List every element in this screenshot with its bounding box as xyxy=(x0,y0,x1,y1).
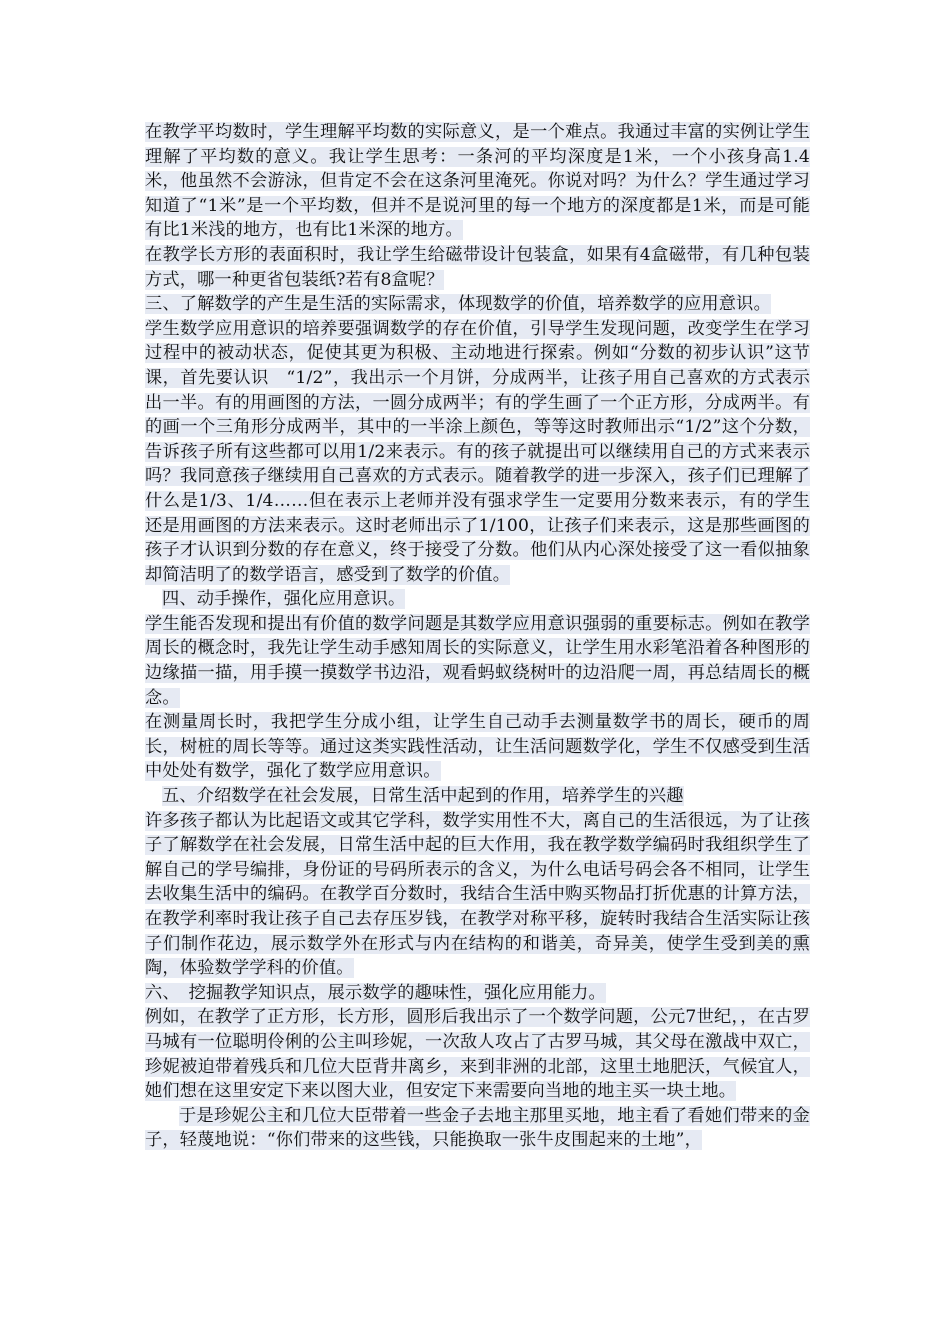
paragraph-text: 在教学平均数时，学生理解平均数的实际意义，是一个难点。我通过丰富的实例让学生理解了平均数的意义。我让学生思考：一条河的平均深度是1米，一个小孩身高1.4米，他虽然不会游泳，但肯定不会在这条河里淹死。你说对吗？为什么？学生通过学习知道了“1米”是一个平均数，但并不是说河里的每一个地方的深度都是1米，而是可能有比1米浅的地方，也有比1米深的地方。 xyxy=(145,122,810,241)
paragraph-text: 学生数学应用意识的培养要强调数学的存在价值，引导学生发现问题，改变学生在学习过程中的被动状态，促使其更为积极、主动地进行探索。例如“分数的初步认识”这节课，首先要认识 “1/2”，我出示一个月饼，分成两半，让孩子用自己喜欢的方式表示出一半。有的用画图的方法，一圆分成两半；有的学生画了一个正方形，分成两半。有的画一个三角形分成两半，其中的一半涂上颜色，等等这时教师出示“1/2”这个分数，告诉孩子所有这些都可以用1/2来表示。有的孩子就提出可以继续用自己的方式来表示吗？我同意孩子继续用自己喜欢的方式表示。随着教学的进一步深入，孩子们已理解了什么是1/3、1/4……但在表示上老师并没有强求学生一定要用分数来表示，有的学生还是用画图的方法来表示。这时老师出示了1/100，让孩子们来表示，这是那些画图的孩子才认识到分数的存在意义，终于接受了分数。他们从内心深处接受了这一看似抽象却简洁明了的数学语言，感受到了数学的价值。 xyxy=(145,318,810,585)
section-heading-3 xyxy=(145,292,810,317)
paragraph-text: 于是珍妮公主和几位大臣带着一些金子去地主那里买地，地主看了看她们带来的金子，轻蔑地说：“你们带来的这些钱，只能换取一张牛皮围起来的土地”， xyxy=(145,1105,810,1151)
paragraph-tape-box xyxy=(145,243,810,292)
paragraph-perimeter-concept xyxy=(145,612,810,710)
paragraph-average-depth xyxy=(145,120,810,243)
heading-text: 四、动手操作，强化应用意识。 xyxy=(162,589,406,610)
document-body xyxy=(145,120,810,1153)
heading-text: 五、介绍数学在社会发展，日常生活中起到的作用，培养学生的兴趣 xyxy=(162,786,684,807)
paragraph-text: 在教学长方形的表面积时，我让学生给磁带设计包装盒，如果有4盒磁带，有几种包装方式，哪一种更省包装纸?若有8盒呢？ xyxy=(145,244,810,290)
paragraph-text: 许多孩子都认为比起语文或其它学科，数学实用性不大，离自己的生活很远，为了让孩子了解数学在社会发展，日常生活中起的巨大作用，我在教学数学编码时我组织学生了解自己的学号编排，身份证的号码所表示的含义，为什么电话号码会各不相同，让学生去收集生活中的编码。在教学百分数时，我结合生活中购买物品打折优惠的计算方法，在教学利率时我让孩子自己去存压岁钱，在教学对称平移，旋转时我结合生活实际让孩子们制作花边，展示数学外在形式与内在结构的和谐美，奇异美，使学生受到美的熏陶，体验数学学科的价值。 xyxy=(145,810,810,979)
section-heading-5 xyxy=(145,784,810,809)
paragraph-perimeter-measure xyxy=(145,710,810,784)
paragraph-text: 在测量周长时，我把学生分成小组，让学生自己动手去测量数学书的周长，硬币的周长，树桩的周长等等。通过这类实践性活动，让生活问题数学化，学生不仅感受到生活中处处有数学，强化了数学应用意识。 xyxy=(145,712,810,782)
paragraph-text: 例如，在教学了正方形，长方形，圆形后我出示了一个数学问题，公元7世纪，，在古罗马城有一位聪明伶俐的公主叫珍妮，一次敌人攻占了古罗马城，其父母在激战中双亡，珍妮被迫带着残兵和几位大臣背井离乡，来到非洲的北部，这里土地肥沃，气候宜人，她们想在这里安定下来以图大业，但安定下来需要向当地的地主买一块土地。 xyxy=(145,1007,810,1102)
paragraph-coding xyxy=(145,809,810,981)
heading-text: 三、了解数学的产生是生活的实际需求，体现数学的价值，培养数学的应用意识。 xyxy=(145,294,771,315)
section-heading-6 xyxy=(145,981,810,1006)
paragraph-princess-story xyxy=(145,1005,810,1103)
paragraph-text: 学生能否发现和提出有价值的数学问题是其数学应用意识强弱的重要标志。例如在教学周长的概念时，我先让学生动手感知周长的实际意义，让学生用水彩笔沿着各种图形的边缘描一描，用手摸一摸数学书边沿，观看蚂蚁绕树叶的边沿爬一周，再总结周长的概念。 xyxy=(145,613,810,708)
paragraph-fractions xyxy=(145,317,810,588)
section-heading-4 xyxy=(145,587,810,612)
paragraph-buy-land xyxy=(145,1104,810,1153)
heading-text: 六、 挖掘教学知识点，展示数学的趣味性，强化应用能力。 xyxy=(145,982,606,1003)
